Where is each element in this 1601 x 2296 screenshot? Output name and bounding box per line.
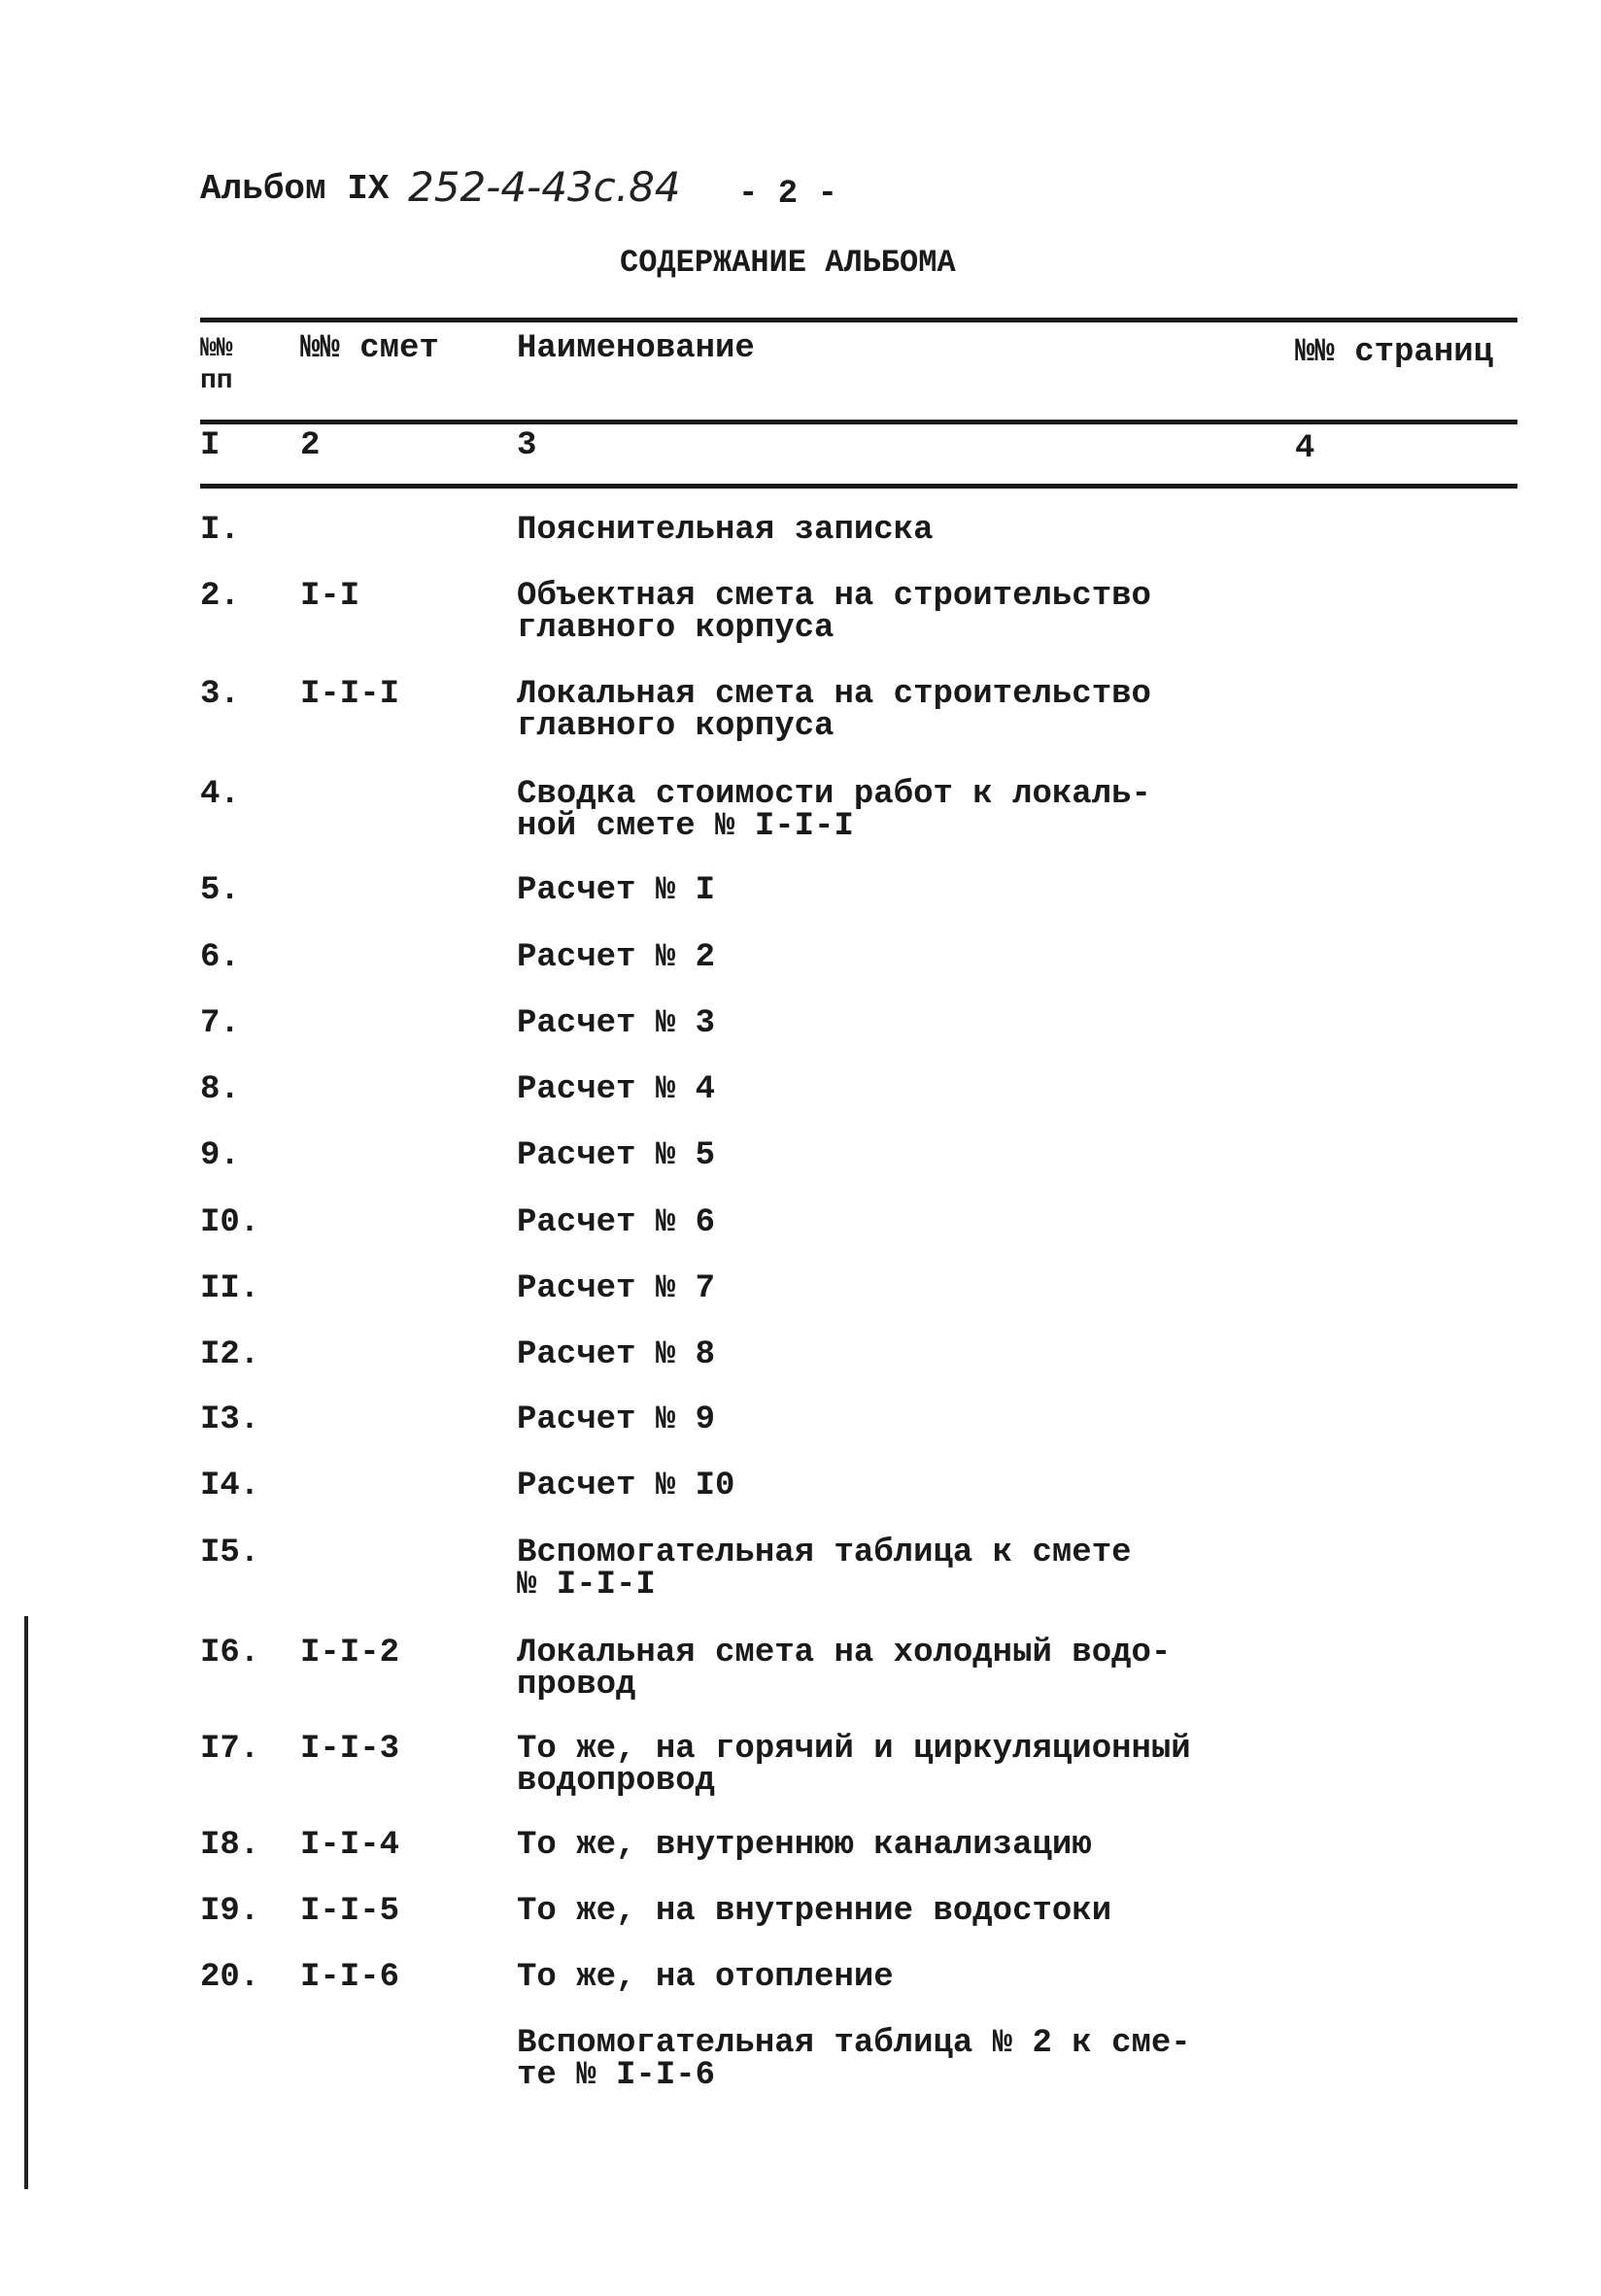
row-number: I6. bbox=[200, 1635, 260, 1671]
row-name: Локальная смета на строительство главного корпуса bbox=[517, 676, 1151, 745]
row-number: 7. bbox=[200, 1005, 240, 1042]
row-name: Сводка стоимости работ к локаль- ной смете № I-I-I bbox=[517, 776, 1151, 845]
page-title: СОДЕРЖАНИЕ АЛЬБОМА bbox=[620, 245, 956, 281]
row-name: Объектная смета на строительство главного корпуса bbox=[517, 578, 1151, 647]
col-header-estimate: №№ смет bbox=[300, 330, 439, 367]
col-number-4: 4 bbox=[1295, 430, 1315, 467]
row-number: I4. bbox=[200, 1468, 260, 1504]
row-name: Расчет № 2 bbox=[517, 939, 716, 976]
row-estimate: I-I-3 bbox=[300, 1731, 400, 1768]
row-name: То же, на внутренние водостоки bbox=[517, 1893, 1112, 1930]
row-number: I7. bbox=[200, 1731, 260, 1768]
row-name: Расчет № 7 bbox=[517, 1270, 716, 1307]
row-number: 5. bbox=[200, 872, 240, 909]
numbers-rule bbox=[200, 484, 1517, 489]
handwritten-code: 252-4-43с.84 bbox=[408, 163, 681, 211]
row-name: Вспомогательная таблица № 2 к сме- те № I-I-6 bbox=[517, 2025, 1191, 2094]
row-name: Вспомогательная таблица к смете № I-I-I bbox=[517, 1535, 1132, 1604]
row-estimate: I-I-6 bbox=[300, 1959, 400, 1996]
row-number: 9. bbox=[200, 1137, 240, 1174]
row-name: То же, на горячий и циркуляционный водопровод bbox=[517, 1731, 1191, 1800]
table-top-rule bbox=[200, 318, 1517, 322]
row-number: II. bbox=[200, 1270, 260, 1307]
row-number: I0. bbox=[200, 1204, 260, 1241]
row-name: Расчет № 8 bbox=[517, 1336, 716, 1373]
row-estimate: I-I bbox=[300, 578, 360, 615]
row-number: I2. bbox=[200, 1336, 260, 1373]
row-name: Расчет № 5 bbox=[517, 1137, 716, 1174]
row-name: Локальная смета на холодный водо- провод bbox=[517, 1635, 1172, 1704]
row-number: 3. bbox=[200, 676, 240, 713]
col-header-num: №№ пп bbox=[200, 334, 233, 396]
row-number: I. bbox=[200, 512, 240, 549]
row-number: I5. bbox=[200, 1535, 260, 1571]
row-name: То же, внутреннюю канализацию bbox=[517, 1827, 1092, 1864]
row-name: Расчет № I0 bbox=[517, 1468, 735, 1504]
col-header-name: Наименование bbox=[517, 330, 755, 367]
row-number: 20. bbox=[200, 1959, 260, 1996]
row-name: Расчет № 3 bbox=[517, 1005, 716, 1042]
col-number-3: 3 bbox=[517, 427, 537, 464]
page-number: - 2 - bbox=[738, 176, 838, 213]
row-name: Расчет № I bbox=[517, 872, 716, 909]
row-name: Расчет № 9 bbox=[517, 1401, 716, 1438]
row-number: I8. bbox=[200, 1827, 260, 1864]
col-number-2: 2 bbox=[300, 427, 321, 464]
col-header-pages: №№ страниц bbox=[1295, 334, 1494, 371]
header-rule bbox=[200, 420, 1517, 424]
row-number: 6. bbox=[200, 939, 240, 976]
row-estimate: I-I-5 bbox=[300, 1893, 400, 1930]
row-name: Пояснительная записка bbox=[517, 512, 934, 549]
row-estimate: I-I-4 bbox=[300, 1827, 400, 1864]
album-label: Альбом IX bbox=[200, 169, 390, 209]
row-number: I9. bbox=[200, 1893, 260, 1930]
col-number-1: I bbox=[200, 427, 221, 464]
row-estimate: I-I-I bbox=[300, 676, 400, 713]
row-name: То же, на отопление bbox=[517, 1959, 894, 1996]
row-number: 4. bbox=[200, 776, 240, 813]
row-estimate: I-I-2 bbox=[300, 1635, 400, 1671]
row-name: Расчет № 6 bbox=[517, 1204, 716, 1241]
row-number: 2. bbox=[200, 578, 240, 615]
row-number: 8. bbox=[200, 1071, 240, 1108]
row-name: Расчет № 4 bbox=[517, 1071, 716, 1108]
scan-edge-line bbox=[24, 1616, 28, 2189]
row-number: I3. bbox=[200, 1401, 260, 1438]
